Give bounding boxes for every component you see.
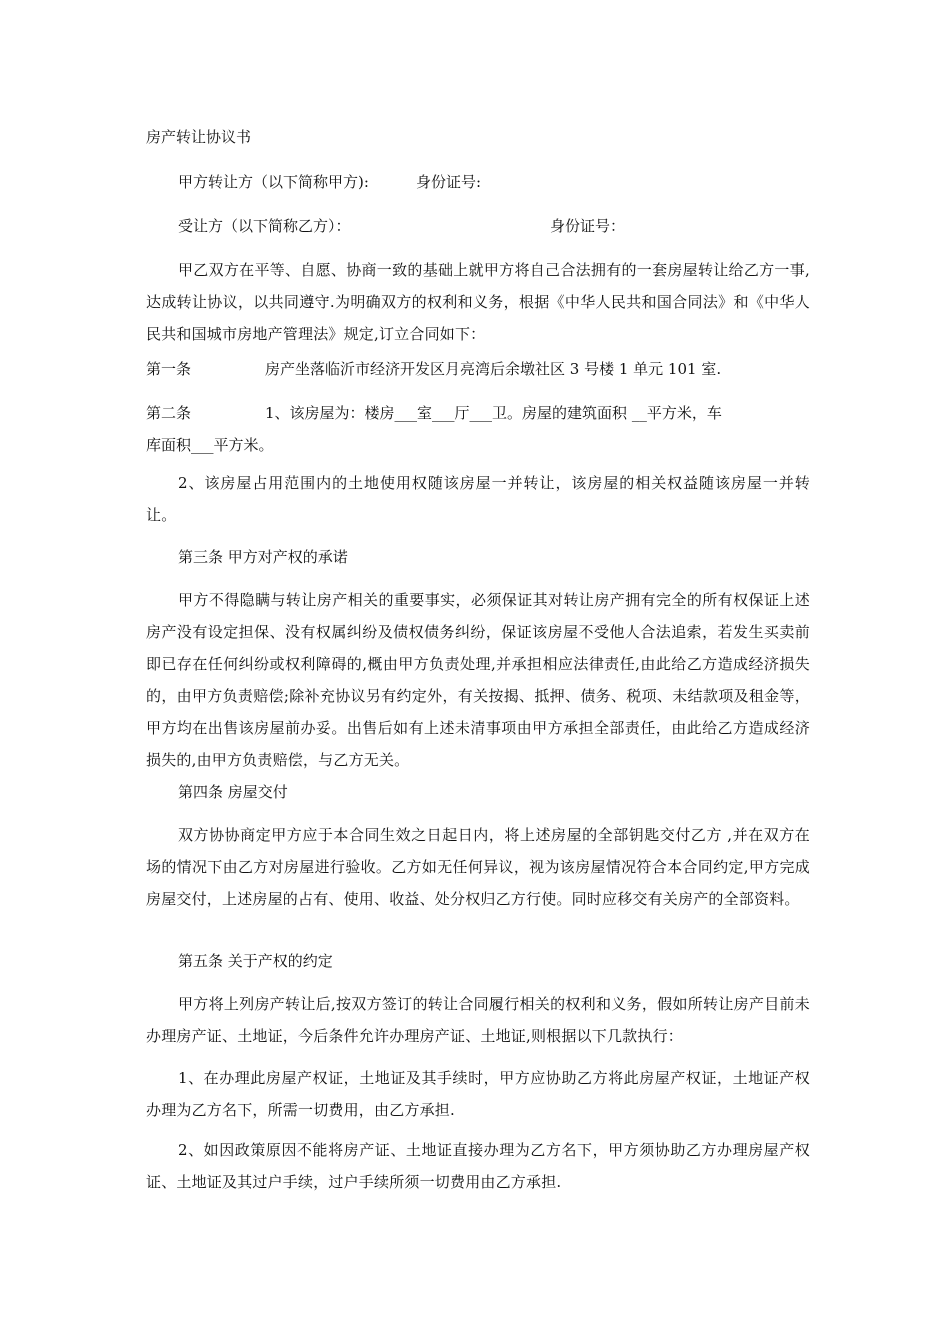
party-b-label: 受让方（以下简称乙方）： [178, 217, 351, 235]
party-b-id-label: 身份证号： [550, 217, 626, 235]
article2-item1-line1: 1、该房屋为：楼房___室___厅___卫。房屋的建筑面积 __平方米，车 [265, 404, 722, 422]
article5-paragraph: 甲方将上列房产转让后,按双方签订的转让合同履行相关的权利和义务，假如所转让房产目前未办理房产证、土地证，今后条件允许办理房产证、土地证,则根据以下几款执行： [146, 995, 810, 1045]
article2-item1-line2: 库面积___平方米。 [146, 436, 274, 454]
article2-item2: 2、该房屋占用范围内的土地使用权随该房屋一并转让，该房屋的相关权益随该房屋一并转让。 [146, 474, 810, 524]
article2-label: 第二条 [146, 404, 192, 422]
article1-text: 房产坐落临沂市经济开发区月亮湾后余墩社区 3 号楼 1 单元 101 室. [265, 360, 722, 378]
article5-heading: 第五条 关于产权的约定 [178, 952, 333, 970]
article5-item1: 1、在办理此房屋产权证，土地证及其手续时，甲方应协助乙方将此房屋产权证，土地证产权办理为乙方名下，所需一切费用，由乙方承担. [146, 1069, 810, 1119]
document-title: 房产转让协议书 [146, 128, 252, 146]
article3-paragraph: 甲方不得隐瞒与转让房产相关的重要事实，必须保证其对转让房产拥有完全的所有权保证上述房产没有设定担保、没有权属纠纷及债权债务纠纷，保证该房屋不受他人合法追索，若发生买卖前即已存在任何纠纷或权利障碍的,概由甲方负责处理,并承担相应法律责任,由此给乙方造成经济损失的，由甲方负责赔偿;除补充协议另有约定外，有关按揭、抵押、债务、税项、未结款项及租金等，甲方均在出售该房屋前办妥。出售后如有上述未清事项由甲方承担全部责任，由此给乙方造成经济损失的,由甲方负责赔偿，与乙方无关。 [146, 591, 810, 769]
party-a-label: 甲方转让方（以下简称甲方): [178, 173, 369, 191]
article4-heading: 第四条 房屋交付 [178, 783, 288, 801]
article5-item2: 2、如因政策原因不能将房产证、土地证直接办理为乙方名下，甲方须协助乙方办理房屋产权证、土地证及其过户手续，过户手续所须一切费用由乙方承担. [146, 1141, 810, 1191]
party-a-id-label: 身份证号: [416, 173, 482, 191]
article1-label: 第一条 [146, 360, 192, 378]
intro-paragraph: 甲乙双方在平等、自愿、协商一致的基础上就甲方将自己合法拥有的一套房屋转让给乙方一事,达成转让协议，以共同遵守.为明确双方的权利和义务，根据《中华人民共和国合同法》和《中华人民共和国城市房地产管理法》规定,订立合同如下： [146, 261, 810, 343]
article3-heading: 第三条 甲方对产权的承诺 [178, 548, 348, 566]
article4-paragraph: 双方协协商定甲方应于本合同生效之日起日内，将上述房屋的全部钥匙交付乙方 ,并在双方在场的情况下由乙方对房屋进行验收。乙方如无任何异议，视为该房屋情况符合本合同约定,甲方完成房屋交付，上述房屋的占有、使用、收益、处分权归乙方行使。同时应移交有关房产的全部资料。 [146, 826, 810, 908]
